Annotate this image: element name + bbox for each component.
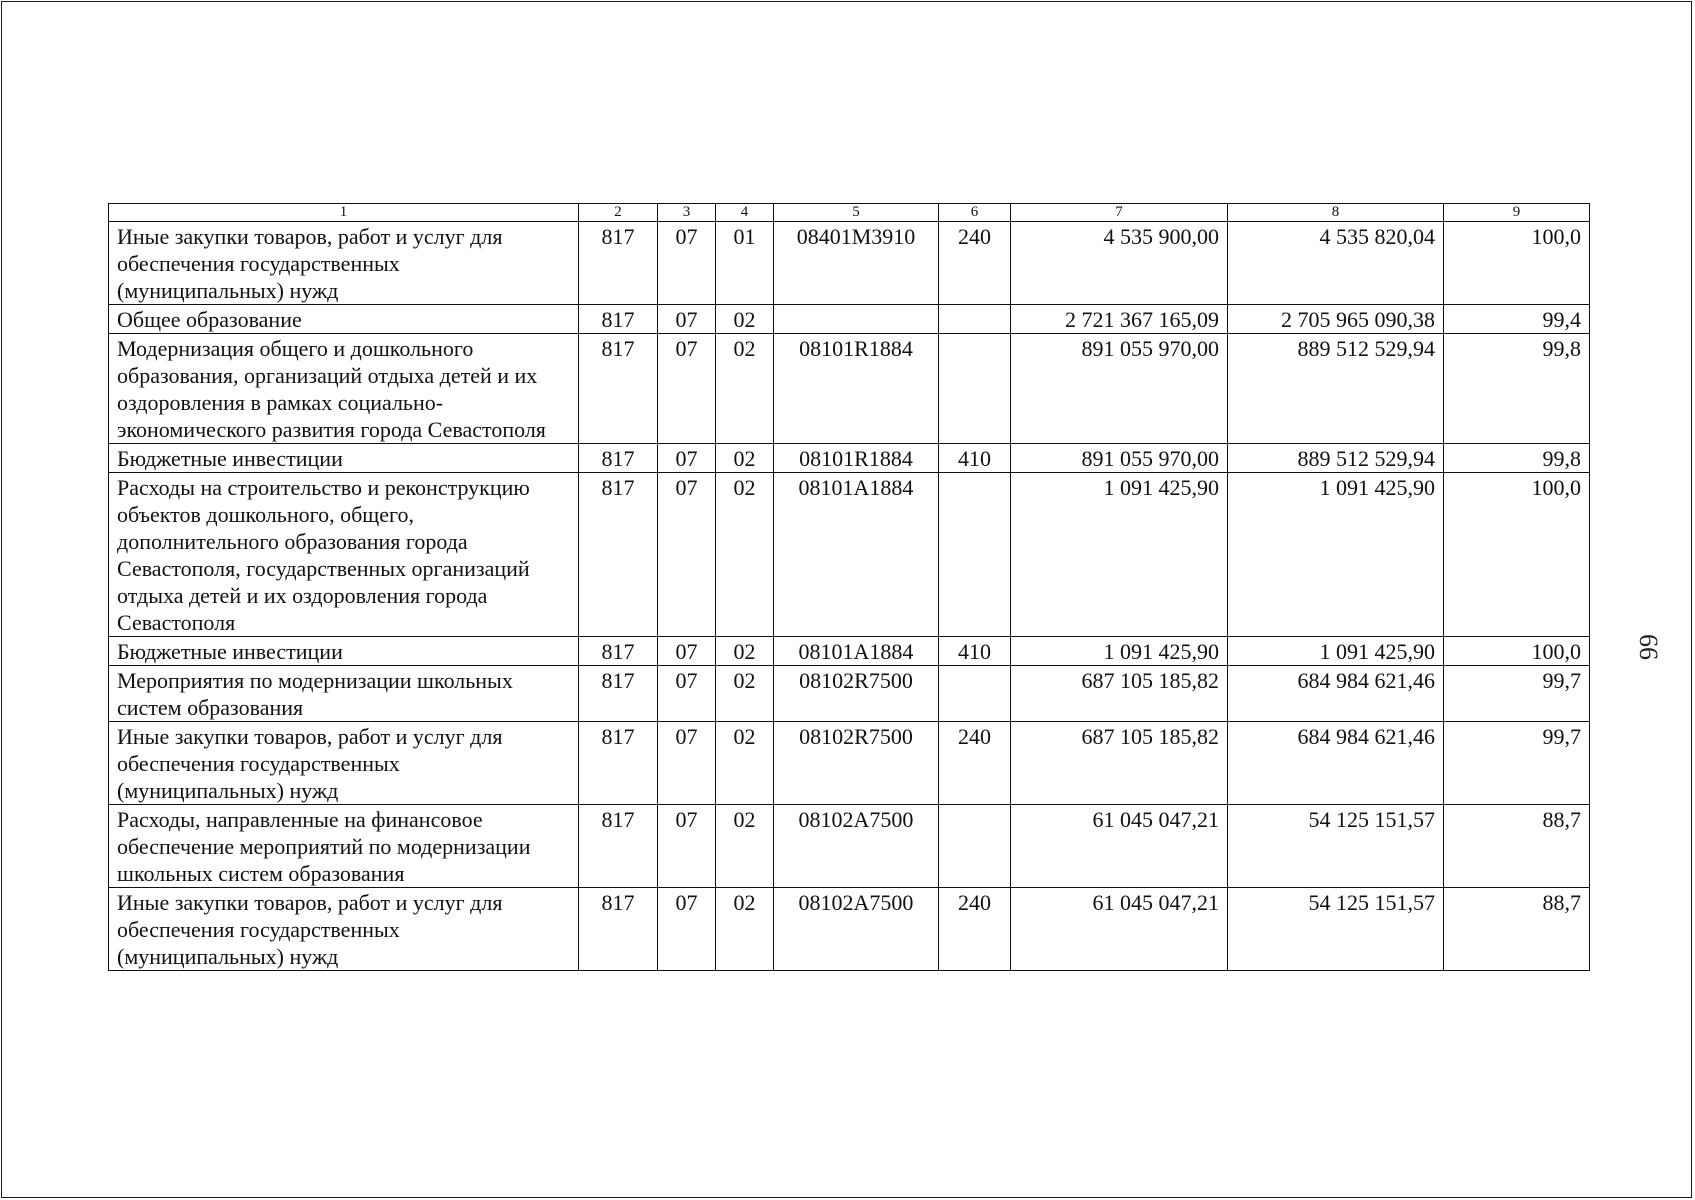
expense-name: Расходы, направленные на финансовое обеспечение мероприятий по модернизации школьных систем образования (109, 805, 579, 888)
execution-percent: 88,7 (1444, 888, 1590, 971)
planned-amount: 687 105 185,82 (1011, 666, 1228, 722)
execution-percent: 99,8 (1444, 444, 1590, 473)
target-article: 08102A7500 (774, 805, 939, 888)
executed-amount: 54 125 151,57 (1228, 805, 1444, 888)
expense-type (939, 666, 1011, 722)
ministry-code: 817 (579, 473, 658, 637)
execution-percent: 88,7 (1444, 805, 1590, 888)
section-code: 07 (658, 637, 716, 666)
col-header-2: 2 (579, 204, 658, 222)
expense-name: Иные закупки товаров, работ и услуг для обеспечения государственных (муниципальных) нужд (109, 222, 579, 305)
expense-type: 240 (939, 888, 1011, 971)
col-header-4: 4 (716, 204, 774, 222)
expense-type: 410 (939, 444, 1011, 473)
execution-percent: 99,7 (1444, 722, 1590, 805)
table-row (109, 444, 1590, 473)
table-row (109, 637, 1590, 666)
expense-type (939, 473, 1011, 637)
planned-amount: 61 045 047,21 (1011, 888, 1228, 971)
execution-percent: 99,8 (1444, 334, 1590, 444)
expense-type: 240 (939, 722, 1011, 805)
expense-type (939, 805, 1011, 888)
expense-name: Общее образование (109, 305, 579, 334)
subsection-code: 02 (716, 637, 774, 666)
section-code: 07 (658, 305, 716, 334)
col-header-7: 7 (1011, 204, 1228, 222)
executed-amount: 1 091 425,90 (1228, 473, 1444, 637)
expense-name: Мероприятия по модернизации школьных систем образования (109, 666, 579, 722)
execution-percent: 100,0 (1444, 473, 1590, 637)
header-row (109, 204, 1590, 222)
ministry-code: 817 (579, 305, 658, 334)
planned-amount: 1 091 425,90 (1011, 637, 1228, 666)
section-code: 07 (658, 473, 716, 637)
executed-amount: 4 535 820,04 (1228, 222, 1444, 305)
executed-amount: 889 512 529,94 (1228, 444, 1444, 473)
table-row (109, 666, 1590, 722)
expense-type: 240 (939, 222, 1011, 305)
col-header-8: 8 (1228, 204, 1444, 222)
table-row (109, 888, 1590, 971)
executed-amount: 54 125 151,57 (1228, 888, 1444, 971)
document-page (1, 1, 1692, 1198)
ministry-code: 817 (579, 888, 658, 971)
planned-amount: 61 045 047,21 (1011, 805, 1228, 888)
section-code: 07 (658, 805, 716, 888)
expense-type (939, 334, 1011, 444)
ministry-code: 817 (579, 334, 658, 444)
executed-amount: 889 512 529,94 (1228, 334, 1444, 444)
expense-type (939, 305, 1011, 334)
subsection-code: 02 (716, 444, 774, 473)
subsection-code: 02 (716, 722, 774, 805)
ministry-code: 817 (579, 722, 658, 805)
target-article: 08101A1884 (774, 473, 939, 637)
subsection-code: 02 (716, 473, 774, 637)
target-article: 08102R7500 (774, 666, 939, 722)
planned-amount: 687 105 185,82 (1011, 722, 1228, 805)
table-row (109, 722, 1590, 805)
expense-name: Иные закупки товаров, работ и услуг для обеспечения государственных (муниципальных) нужд (109, 722, 579, 805)
planned-amount: 2 721 367 165,09 (1011, 305, 1228, 334)
ministry-code: 817 (579, 805, 658, 888)
planned-amount: 891 055 970,00 (1011, 444, 1228, 473)
table-row (109, 222, 1590, 305)
col-header-1: 1 (109, 204, 579, 222)
expense-name: Расходы на строительство и реконструкцию объектов дошкольного, общего, дополнительного образования города Севастополя, государственных организаций отдыха детей и их оздоровления города Севастополя (109, 473, 579, 637)
section-code: 07 (658, 722, 716, 805)
col-header-6: 6 (939, 204, 1011, 222)
executed-amount: 2 705 965 090,38 (1228, 305, 1444, 334)
subsection-code: 02 (716, 888, 774, 971)
target-article: 08101A1884 (774, 637, 939, 666)
section-code: 07 (658, 444, 716, 473)
executed-amount: 1 091 425,90 (1228, 637, 1444, 666)
col-header-9: 9 (1444, 204, 1590, 222)
target-article: 08101R1884 (774, 334, 939, 444)
subsection-code: 01 (716, 222, 774, 305)
page-number: 66 (1634, 634, 1663, 660)
executed-amount: 684 984 621,46 (1228, 666, 1444, 722)
table-row (109, 473, 1590, 637)
execution-percent: 99,7 (1444, 666, 1590, 722)
subsection-code: 02 (716, 305, 774, 334)
section-code: 07 (658, 666, 716, 722)
expense-name: Модернизация общего и дошкольного образования, организаций отдыха детей и их оздоровления в рамках социально-экономического развития города Севастополя (109, 334, 579, 444)
subsection-code: 02 (716, 334, 774, 444)
execution-percent: 100,0 (1444, 637, 1590, 666)
planned-amount: 891 055 970,00 (1011, 334, 1228, 444)
section-code: 07 (658, 334, 716, 444)
ministry-code: 817 (579, 444, 658, 473)
execution-percent: 99,4 (1444, 305, 1590, 334)
subsection-code: 02 (716, 805, 774, 888)
section-code: 07 (658, 222, 716, 305)
table-row (109, 305, 1590, 334)
executed-amount: 684 984 621,46 (1228, 722, 1444, 805)
execution-percent: 100,0 (1444, 222, 1590, 305)
col-header-3: 3 (658, 204, 716, 222)
section-code: 07 (658, 888, 716, 971)
planned-amount: 4 535 900,00 (1011, 222, 1228, 305)
target-article: 08102A7500 (774, 888, 939, 971)
ministry-code: 817 (579, 637, 658, 666)
target-article: 08102R7500 (774, 722, 939, 805)
target-article: 08101R1884 (774, 444, 939, 473)
expense-name: Бюджетные инвестиции (109, 444, 579, 473)
table-row (109, 805, 1590, 888)
col-header-5: 5 (774, 204, 939, 222)
expense-name: Бюджетные инвестиции (109, 637, 579, 666)
ministry-code: 817 (579, 666, 658, 722)
expense-type: 410 (939, 637, 1011, 666)
table-row (109, 334, 1590, 444)
target-article (774, 305, 939, 334)
expense-name: Иные закупки товаров, работ и услуг для обеспечения государственных (муниципальных) нужд (109, 888, 579, 971)
target-article: 08401M3910 (774, 222, 939, 305)
planned-amount: 1 091 425,90 (1011, 473, 1228, 637)
budget-table (108, 203, 1590, 971)
ministry-code: 817 (579, 222, 658, 305)
subsection-code: 02 (716, 666, 774, 722)
